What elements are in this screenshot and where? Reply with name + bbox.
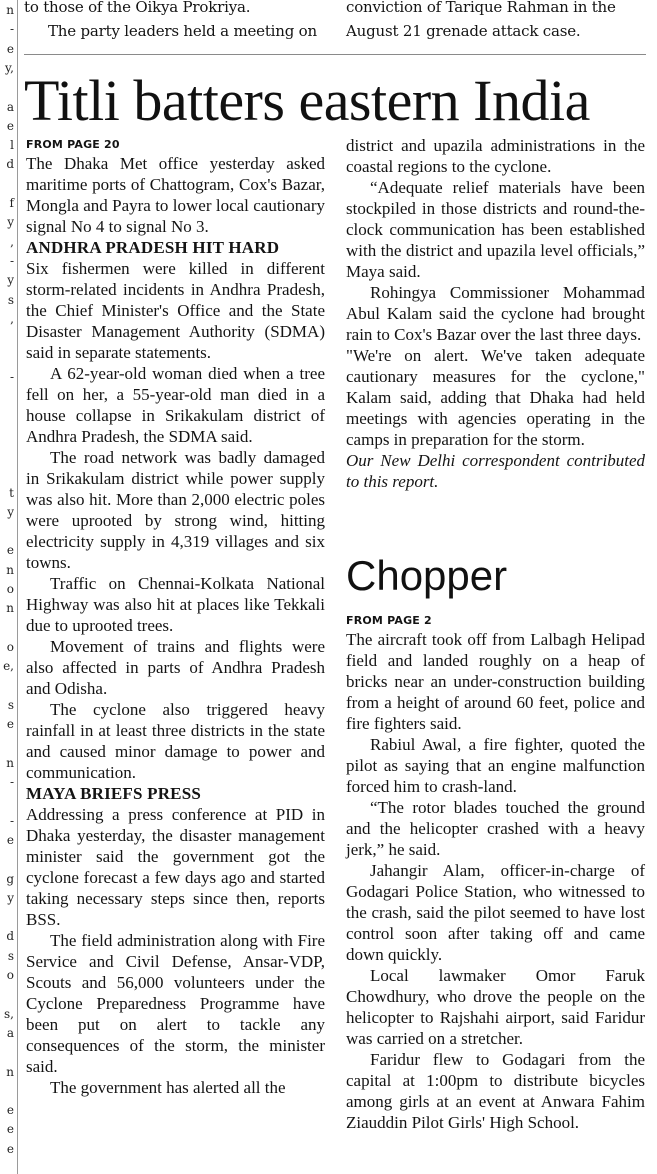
article-body: [346, 612, 645, 1133]
section-subheading: MAYA BRIEFS PRESS: [26, 784, 202, 803]
clipped-text-fragment: n: [6, 562, 14, 577]
clipped-text-fragment: -: [9, 775, 14, 789]
section-rule: [24, 54, 646, 55]
paragraph: The road network was badly damaged in Srikakulam district while power supply was also hit. More than 2,000 electric poles were uprooted by strong wind, hitting electricity supply in 4,319 villages and six towns.: [26, 448, 325, 572]
paragraph: “The rotor blades touched the ground and the helicopter crashed with a heavy jerk,” he said.: [346, 798, 645, 859]
clipped-text-fragment: f: [9, 196, 14, 210]
article-headline: Chopper: [346, 552, 508, 599]
clipped-text-fragment: e: [6, 717, 14, 732]
clipped-text-fragment: e,: [3, 659, 14, 674]
continuation-label: FROM PAGE 20: [26, 138, 120, 151]
clipped-text-fragment: -: [9, 813, 14, 828]
clipped-text-fragment: e: [6, 41, 14, 56]
clipped-text-fragment: y,: [5, 60, 14, 75]
clipped-text-fragment: y: [7, 890, 14, 905]
paragraph: Jahangir Alam, officer-in-charge of Godagari Police Station, who witnessed to the crash, said the pilot seemed to have lost control soon after taking off and came down quickly.: [346, 861, 645, 964]
clipped-text-fragment: n: [6, 755, 14, 770]
clipped-text-fragment: o: [6, 968, 14, 982]
clipped-text-fragment: y: [7, 504, 14, 519]
paragraph: Local lawmaker Omor Faruk Chowdhury, who drove the people on the helicopter to Rajshahi airport, said Faridur was carried on a stretcher.: [346, 966, 645, 1048]
paragraph: Six fishermen were killed in different storm-related incidents in Andhra Pradesh, the Chief Minister's Office and the State Disaster Management Authority (SDMA) said in separate statements.: [26, 259, 325, 362]
paragraph: Addressing a press conference at PID in Dhaka yesterday, the disaster management minister said the government got the cyclone forecast a few days ago and started taking necessary steps since then, reports BSS.: [26, 805, 325, 929]
paragraph: "We're on alert. We've taken adequate cautionary measures for the cyclone," Kalam said, adding that Dhaka had held meetings with agencies operating in the camps in preparation for the storm.: [346, 346, 645, 449]
clipped-text-fragment: a: [6, 99, 14, 114]
paragraph: The government has alerted all the: [50, 1078, 286, 1097]
paragraph: Rabiul Awal, a fire fighter, quoted the pilot as saying that an engine malfunction forced him to crash-land.: [346, 735, 645, 796]
clipped-text-fragment: e: [6, 1141, 14, 1156]
clipped-text-fragment: y: [7, 215, 14, 230]
clipped-text-fragment: -: [9, 22, 14, 37]
clipped-text-fragment: d: [6, 929, 14, 944]
clipped-text-fragment: s,: [4, 1006, 14, 1021]
previous-story-line: to those of the Oikya Prokriya.: [24, 0, 251, 16]
clipped-text-fragment: s: [7, 292, 14, 307]
paragraph: “Adequate relief materials have been stockpiled in those districts and round-the-clock communication has been established with the district and upazila level officials,” Maya said.: [346, 178, 645, 281]
clipped-text-fragment: n: [6, 3, 14, 17]
previous-story-line: August 21 grenade attack case.: [346, 22, 581, 40]
byline-credit: Our New Delhi correspondent contributed to this report.: [346, 451, 645, 491]
clipped-text-fragment: s: [7, 948, 14, 963]
clipped-text-fragment: e: [6, 118, 14, 133]
previous-story-line: conviction of Tarique Rahman in the: [346, 0, 616, 16]
paragraph: The field administration along with Fire Service and Civil Defense, Ansar-VDP, Scouts and 56,000 volunteers under the Cyclone Preparedness Programme have been put on alert to tackle any consequences of the storm, the minister said.: [26, 931, 325, 1076]
clipped-text-fragment: a: [6, 1025, 14, 1040]
clipped-text-fragment: n: [6, 1064, 14, 1079]
article-right-column: [346, 135, 645, 492]
clipped-text-fragment: ,: [10, 311, 14, 326]
adjacent-column-fragments: [0, 0, 16, 1174]
paragraph: Traffic on Chennai-Kolkata National Highway was also hit at places like Tekkali due to uprooted trees.: [26, 574, 325, 635]
paragraph: The Dhaka Met office yesterday asked maritime ports of Chattogram, Cox's Bazar, Mongla and Payra to lower local cautionary signal No 4 to signal No 3.: [26, 154, 325, 236]
paragraph: The cyclone also triggered heavy rainfall in at least three districts in the state and caused minor damage to power and communication.: [26, 700, 325, 782]
paragraph: Faridur flew to Godagari from the capital at 1:00pm to distribute bicycles among girls at an event at Anwara Fahim Ziauddin Pilot Girls' High School.: [346, 1050, 645, 1132]
clipped-text-fragment: e: [6, 543, 14, 558]
clipped-text-fragment: d: [6, 157, 14, 172]
paragraph: district and upazila administrations in the coastal regions to the cyclone.: [346, 136, 645, 176]
section-subheading: ANDHRA PRADESH HIT HARD: [26, 238, 280, 257]
clipped-text-fragment: e: [6, 1103, 14, 1118]
clipped-text-fragment: e: [6, 832, 14, 847]
clipped-text-fragment: o: [6, 639, 14, 654]
paragraph: A 62-year-old woman died when a tree fell on her, a 55-year-old man died in a house collapse in Srikakulam district of Andhra Pradesh, the SDMA said.: [26, 364, 325, 446]
clipped-text-fragment: t: [9, 485, 14, 500]
article-headline: Titli batters eastern India: [24, 68, 590, 133]
clipped-text-fragment: y: [7, 273, 14, 288]
clipped-text-fragment: -: [9, 369, 14, 384]
column-divider: [17, 0, 18, 1174]
clipped-text-fragment: l: [10, 138, 14, 153]
clipped-text-fragment: s: [7, 697, 14, 712]
paragraph: Movement of trains and flights were also affected in parts of Andhra Pradesh and Odisha.: [26, 637, 325, 698]
paragraph: Rohingya Commissioner Mohammad Abul Kalam said the cyclone had brought rain to Cox's Bazar over the last three days.: [346, 283, 645, 344]
clipped-text-fragment: g: [6, 871, 14, 886]
clipped-text-fragment: n: [6, 601, 14, 616]
clipped-text-fragment: ,: [10, 234, 14, 249]
clipped-text-fragment: -: [9, 253, 14, 268]
article-left-column: [26, 136, 325, 1098]
previous-story-line: The party leaders held a meeting on: [48, 22, 317, 40]
continuation-label: FROM PAGE 2: [346, 614, 432, 627]
paragraph: The aircraft took off from Lalbagh Helipad field and landed roughly on a heap of bricks near an under-construction building from a height of around 60 feet, police and fire fighters said.: [346, 630, 645, 733]
clipped-text-fragment: e: [6, 1122, 14, 1137]
clipped-text-fragment: o: [6, 582, 14, 596]
